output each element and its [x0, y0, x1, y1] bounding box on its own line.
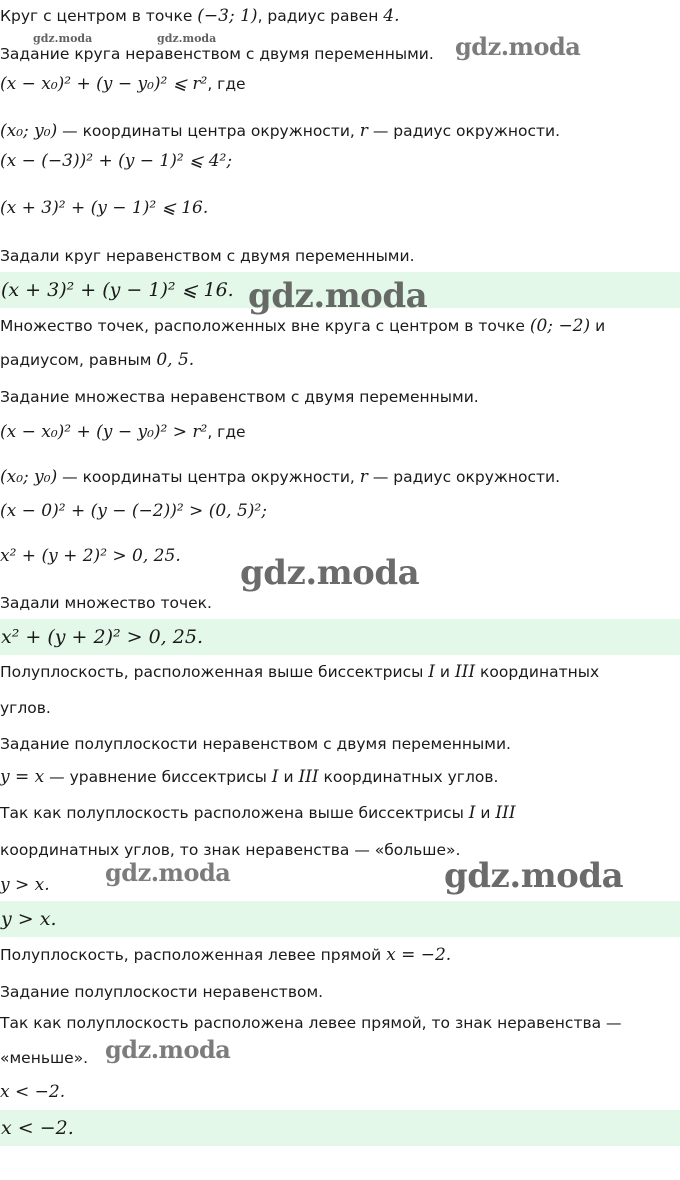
text-line: [0, 466, 680, 488]
math: y = x: [0, 767, 45, 787]
math: x < −2.: [0, 1082, 66, 1102]
math: r: [359, 121, 368, 141]
math: r: [359, 467, 368, 487]
text-line: [0, 245, 680, 267]
math: (x + 3)² + (y − 1)² ⩽ 16.: [0, 198, 209, 218]
text: Задали круг неравенством с двумя переменными.: [0, 247, 415, 265]
text: — координаты центра окружности,: [57, 468, 360, 486]
text: — координаты центра окружности,: [57, 122, 360, 140]
math: (0; −2): [529, 316, 591, 336]
math: (x₀; y₀): [0, 121, 58, 141]
text: , где: [207, 423, 246, 441]
text: углов.: [0, 699, 51, 717]
text-line: [0, 315, 680, 337]
watermark: gdz.moda: [33, 32, 93, 45]
text: Полуплоскость, расположенная выше биссектрисы: [0, 663, 429, 681]
text-line: [0, 697, 680, 719]
formula-line: [0, 500, 680, 522]
watermark: gdz.moda: [455, 32, 581, 61]
math: I: [428, 662, 435, 682]
text: — радиус окружности.: [367, 468, 561, 486]
watermark: gdz.moda: [157, 32, 217, 45]
text-line: [0, 1047, 680, 1069]
text: и: [434, 663, 455, 681]
math: (x − (−3))² + (y − 1)² ⩽ 4²;: [0, 151, 233, 171]
text: и: [278, 768, 299, 786]
text: — уравнение биссектрисы: [44, 768, 272, 786]
text-line: [0, 766, 680, 788]
text: Так как полуплоскость расположена левее прямой, то знак неравенства —: [0, 1014, 622, 1032]
text: координатных углов.: [318, 768, 499, 786]
math: (x − 0)² + (y − (−2))² > (0, 5)²;: [0, 501, 267, 521]
text: и: [590, 317, 606, 335]
watermark: gdz.moda: [105, 1035, 231, 1064]
answer-highlight: y > x.: [0, 901, 680, 937]
text: Круг с центром в точке: [0, 7, 198, 25]
watermark: gdz.moda: [248, 276, 428, 316]
text-line: [0, 1012, 680, 1034]
text: Полуплоскость, расположенная левее прямой: [0, 946, 387, 964]
formula-line: [0, 197, 680, 219]
math: y > x.: [0, 875, 50, 895]
text-line: [0, 981, 680, 1003]
answer-highlight: x < −2.: [0, 1110, 680, 1146]
math: III: [298, 767, 319, 787]
watermark: gdz.moda: [240, 553, 420, 593]
math: x = −2.: [386, 945, 452, 965]
formula-line: [0, 421, 680, 443]
text: , где: [207, 75, 246, 93]
text: Задание круга неравенством с двумя переменными.: [0, 45, 434, 63]
math: I: [468, 803, 476, 823]
math: 4.: [383, 6, 400, 26]
text-line: [0, 944, 680, 966]
text-line: [0, 120, 680, 142]
formula-line: [0, 73, 680, 95]
text-line: [0, 349, 680, 371]
text-line: [0, 592, 680, 614]
text-line: [0, 733, 680, 755]
text-line: [0, 386, 680, 408]
text: радиусом, равным: [0, 351, 157, 369]
text: , радиус равен: [257, 7, 384, 25]
math: (x − x₀)² + (y − y₀)² > r²: [0, 422, 208, 442]
text: координатных: [475, 663, 600, 681]
math: 0, 5.: [156, 350, 195, 370]
text-line: [0, 661, 680, 683]
formula-line: [0, 150, 680, 172]
math: x² + (y + 2)² > 0, 25.: [0, 546, 181, 566]
text: Так как полуплоскость расположена выше биссектрисы: [0, 804, 469, 822]
text: Множество точек, расположенных вне круга с центром в точке: [0, 317, 530, 335]
watermark: gdz.moda: [105, 858, 231, 887]
text: Задание полуплоскости неравенством с двумя переменными.: [0, 735, 511, 753]
text: Задание множества неравенством с двумя переменными.: [0, 388, 479, 406]
math: (−3; 1): [197, 6, 258, 26]
math: III: [454, 662, 476, 682]
text: Задание полуплоскости неравенством.: [0, 983, 324, 1001]
watermark: gdz.moda: [444, 856, 624, 896]
text: «меньше».: [0, 1049, 89, 1067]
text-line: [0, 5, 680, 27]
answer-highlight: x² + (y + 2)² > 0, 25.: [0, 619, 680, 655]
math: (x₀; y₀): [0, 467, 58, 487]
text: и: [475, 804, 496, 822]
formula-line: [0, 1081, 680, 1103]
math: III: [495, 803, 516, 823]
text: — радиус окружности.: [367, 122, 561, 140]
math: (x − x₀)² + (y − y₀)² ⩽ r²: [0, 74, 208, 94]
math: I: [271, 767, 279, 787]
text-line: [0, 802, 680, 824]
text: координатных углов, то знак неравенства — «больше».: [0, 841, 461, 859]
answer-highlight: (x + 3)² + (y − 1)² ⩽ 16.: [0, 272, 680, 308]
text: Задали множество точек.: [0, 594, 212, 612]
